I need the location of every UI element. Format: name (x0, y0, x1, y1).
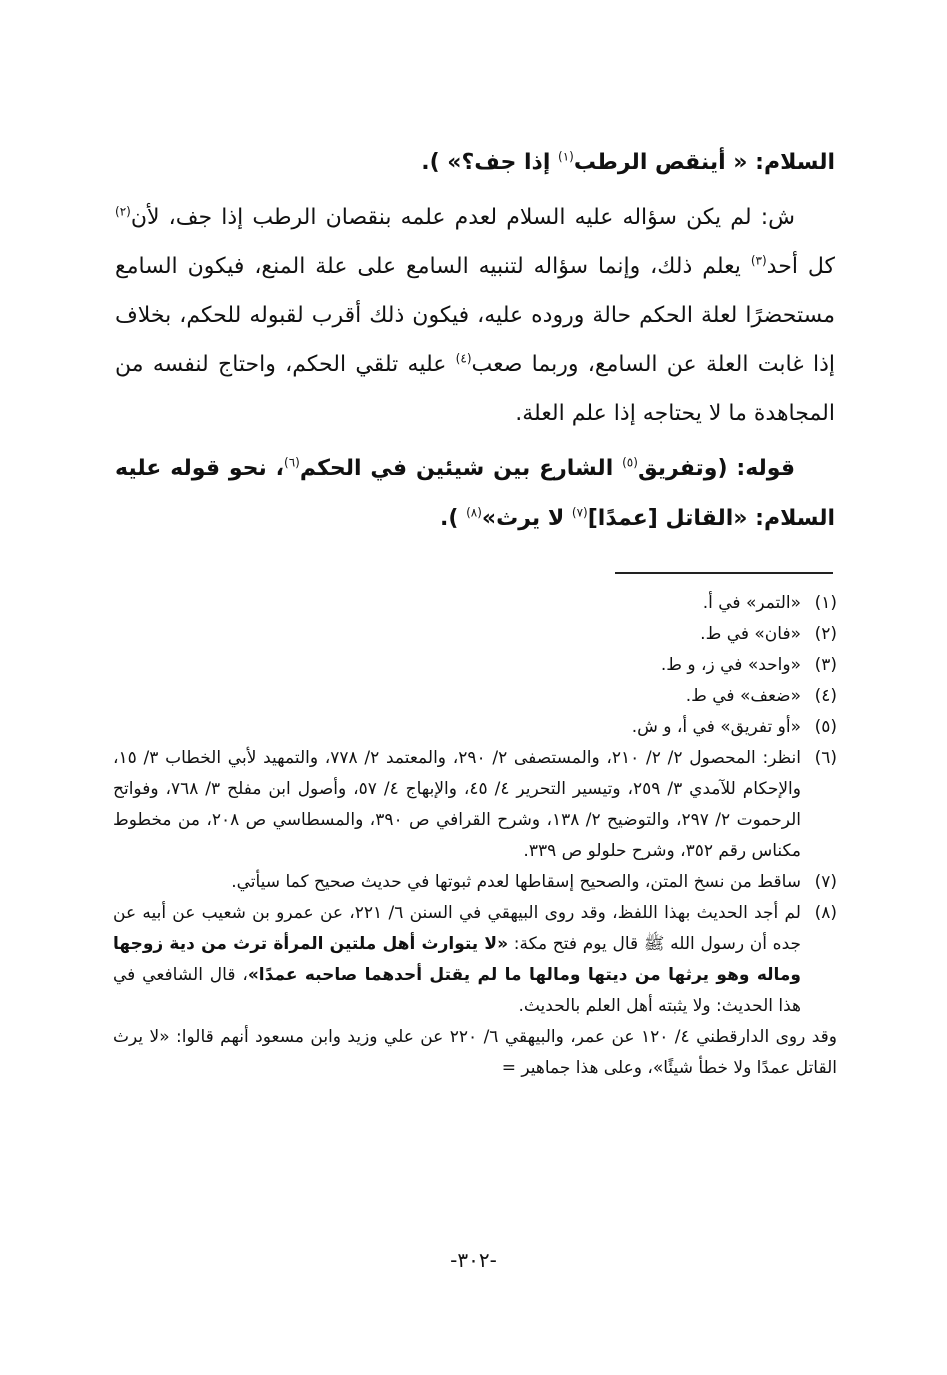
footnote-item (113, 712, 837, 743)
footnote-text: «ضعف» في ط. (685, 686, 801, 706)
footnote-item (113, 867, 837, 898)
footnote-item (113, 743, 837, 867)
footnote-8-continuation-text: وقد روى الدارقطني ٤/ ١٢٠ عن عمر، والبيهقي ٦/ ٢٢٠ عن علي وزيد وابن مسعود أنهم قالوا: «لا يرث القاتل عمدًا ولا خطأ شيئًا»، وعلى هذا جماهير = (113, 1027, 838, 1078)
footnote-marker-7: (٧) (571, 505, 588, 520)
main-text-block (115, 138, 835, 544)
footnote-marker-1: (١) (558, 149, 574, 164)
footnote-marker-2: (٢) (115, 204, 131, 219)
footnotes-block (113, 588, 837, 1084)
footnote-number: (١) (814, 593, 837, 613)
footnote-continuation (113, 1022, 837, 1084)
footnote-number: (٨) (814, 903, 837, 923)
footnote-8-hadith: «لا يتوارث أهل ملتين المرأة ترث من دية زوجها وماله وهو يرثها من ديتها ومالها ما لم يقتل أحدهما صاحبه عمدًا» (113, 934, 801, 985)
footnote-8-outro: ، قال الشافعي في هذا الحديث: ولا يثبته أهل العلم بالحديث. (113, 965, 801, 1016)
footnote-text (113, 898, 801, 1022)
page-number: -٣٠٢- (450, 1248, 497, 1272)
footnote-number: (٤) (814, 686, 837, 706)
footnote-marker-8: (٨) (466, 505, 482, 520)
quote-text-part: الشارع بين شيئين في الحكم (299, 456, 623, 481)
footnote-marker-4: (٤) (455, 351, 472, 366)
footnote-number: (٦) (814, 748, 837, 768)
footnote-8-intro: لم أجد الحديث بهذا اللفظ، وقد روى البيهقي في السنن ٦/ ٢٢١، عن عمرو بن شعيب عن أبيه عن جده أن رسول الله ﷺ قال يوم فتح مكة: (113, 903, 801, 954)
explanation-text-part: ش: لم يكن سؤاله عليه السلام لعدم علمه بنقصان الرطب إذا جف، لأن (130, 205, 795, 230)
footnote-text: «فان» في ط. (700, 624, 801, 644)
explanation-text-part: عليه تلقي الحكم، واحتاج لنفسه من المجاهدة ما لا يحتاجه إذا علم العلة. (115, 352, 835, 426)
footnote-text: «واحد» في ز، و ط. (660, 655, 801, 675)
footnote-item (113, 898, 837, 1022)
footnote-text: «التمر» في أ. (702, 593, 801, 613)
footnote-separator (615, 572, 833, 574)
footnote-item (113, 588, 837, 619)
footnote-number: (٢) (814, 624, 837, 644)
footnote-item (113, 650, 837, 681)
footnote-marker-5: (٥) (622, 455, 638, 470)
explanation-text-part: يعلم ذلك، وإنما سؤاله لتنبيه السامع على علة المنع، فيكون السامع مستحضرًا لعلة الحكم حالة وروده عليه، فيكون ذلك أقرب لقبوله للحكم، بخلاف إذا غابت العلة عن السامع، وربما صعب (115, 254, 835, 377)
quote-text-part: ). (440, 506, 467, 531)
explanation-text-part: كل أحد (766, 254, 835, 279)
footnote-text: انظر: المحصول ٢/ ٢/ ٢١٠، والمستصفى ٢/ ٢٩٠، والمعتمد ٢/ ٧٧٨، والتمهيد لأبي الخطاب ٣/ ١٥، والإحكام للآمدي ٣/ ٢٥٩، وتيسير التحرير ٤/ ٤٥، والإبهاج ٤/ ٥٧، وأصول ابن مفلح ٣/ ٧٦٨، وفواتح الرحموت ٢/ ٢٩٧، والتوضيح ٢/ ١٣٨، وشرح القرافي ص ٣٩٠، والمسطاسي ص ٢٠٨، من مخطوط مكناس رقم ٣٥٢، وشرح حلولو ص ٣٣٩. (113, 748, 802, 861)
quote-text-part: قوله: (وتفريق (637, 456, 796, 481)
footnote-number: (٣) (814, 655, 837, 675)
lead-text-part: إذا جف؟» ). (421, 150, 559, 175)
footnote-marker-3: (٣) (750, 253, 767, 268)
footnote-number: (٥) (814, 717, 837, 737)
footnote-marker-6: (٦) (284, 455, 300, 470)
lead-line (115, 138, 835, 187)
quote-paragraph (115, 444, 835, 544)
quote-text-part: ، نحو قوله عليه السلام: «القاتل [عمدًا] (115, 456, 835, 531)
footnote-text: «أو تفريق» في أ، و ش. (631, 717, 801, 737)
quote-text-part: لا يرث» (481, 506, 572, 531)
footnote-number: (٧) (814, 872, 837, 892)
footnote-text: ساقط من نسخ المتن، والصحيح إسقاطها لعدم ثبوتها في حديث صحيح كما سيأتي. (231, 872, 801, 892)
footnote-item (113, 681, 837, 712)
explanation-paragraph (115, 193, 835, 438)
footnote-item (113, 619, 837, 650)
lead-text-part: السلام: « أينقص الرطب (573, 150, 835, 175)
